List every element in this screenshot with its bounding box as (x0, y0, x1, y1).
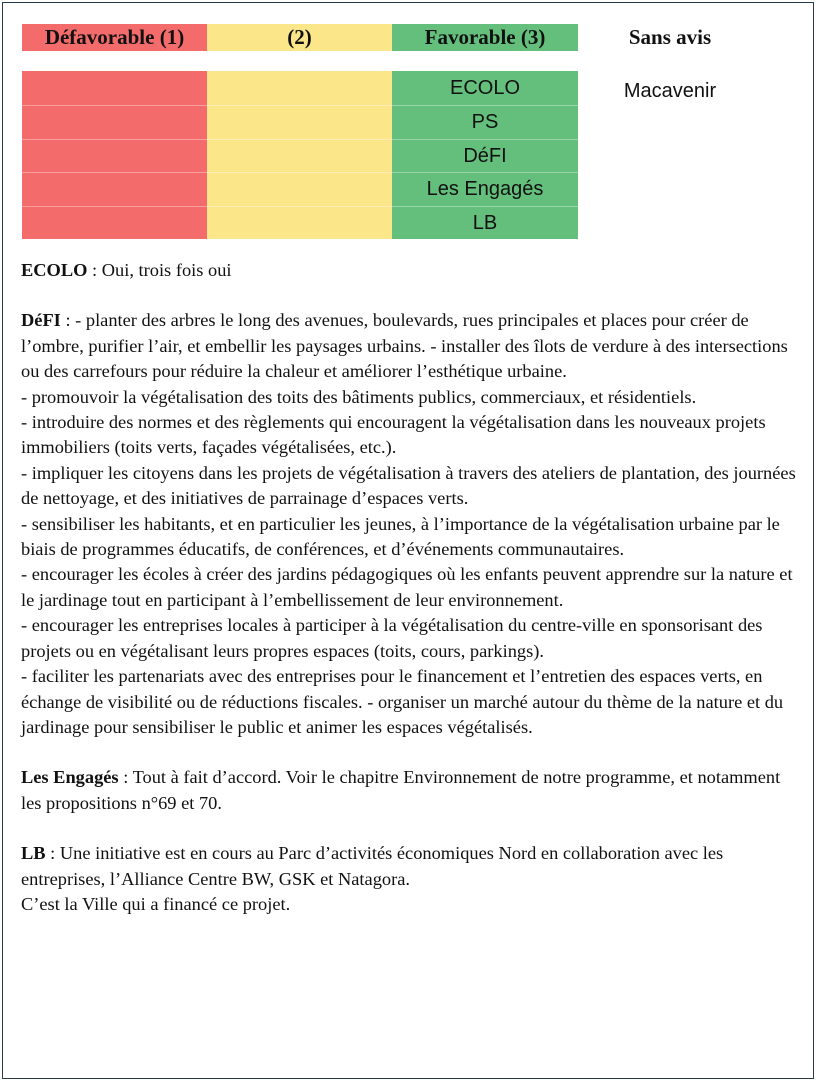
response-lb (21, 841, 801, 892)
party-name: DéFI (21, 310, 61, 331)
response-text: : Oui, trois fois oui (87, 260, 232, 280)
header-neutral: (2) (207, 24, 392, 51)
response-text: : Une initiative est en cours au Parc d’activités économiques Nord en collaboration avec les entreprises, l’Alliance Centre BW, GSK et Natagora. (21, 843, 724, 889)
response-defi (21, 308, 801, 384)
column-defavorable (22, 71, 207, 239)
response-text: : - planter des arbres le long des avenues, boulevards, rues principales et places pour créer de l’ombre, purifier l’air, et embellir les paysages urbains. - installer des îlots de verdure à des intersections ou des carrefours pour réduire la chaleur et améliorer l’esthétique urbaine. (21, 310, 788, 382)
response-lb-continued: C’est la Ville qui a financé ce projet. (21, 893, 291, 914)
defi-point: - impliquer les citoyens dans les projets de végétalisation à travers des ateliers de plantation, des journées de nettoyage, et des initiatives de parrainage d’espaces verts. (21, 462, 796, 509)
favorable-item-ecolo: ECOLO (449, 76, 521, 99)
defi-point: - introduire des normes et des règlements qui encouragent la végétalisation dans les nouveaux projets immobiliers (toits verts, façades végétalisées, etc.). (21, 412, 766, 458)
favorable-item-lb: LB (472, 211, 498, 234)
response-text: : Tout à fait d’accord. Voir le chapitre Environnement de notre programme, et notamment les propositions n°69 et 70. (21, 767, 781, 813)
defi-point: - faciliter les partenariats avec des entreprises pour le financement et l’entretien des espaces verts, en échange de visibilité ou de réductions fiscales. - organiser un marché autour du thème de la nature et du jardinage pour sensibiliser le public et animer les espaces végétalisés. (21, 666, 784, 737)
party-name: LB (21, 843, 46, 864)
header-defavorable: Défavorable (1) (22, 24, 207, 51)
party-name: Les Engagés (21, 767, 119, 788)
defi-point: - encourager les entreprises locales à participer à la végétalisation du centre-ville en sponsorisant des projets ou en végétalisant leurs propres espaces (toits, cours, parkings). (21, 615, 763, 661)
column-neutral (207, 71, 392, 239)
header-favorable: Favorable (3) (392, 24, 578, 51)
favorable-item-ps: PS (471, 110, 499, 133)
defi-point: - promouvoir la végétalisation des toits des bâtiments publics, commerciaux, et résidentiels. (21, 386, 697, 407)
favorable-item-les-engages: Les Engagés (426, 177, 544, 200)
favorable-item-defi: DéFI (463, 144, 507, 167)
header-sans-avis: Sans avis (628, 25, 712, 49)
defi-point: - encourager les écoles à créer des jardins pédagogiques où les enfants peuvent apprendre sur la nature et le jardinage tout en participant à l’embellissement de leur environnement. (21, 564, 793, 610)
sans-avis-item-macavenir: Macavenir (623, 80, 717, 102)
party-name: ECOLO (21, 260, 88, 280)
defi-point: - sensibiliser les habitants, et en particulier les jeunes, à l’importance de la végétalisation urbaine par le biais de programmes éducatifs, de conférences, et d’événements communautaires. (21, 513, 780, 560)
response-les-engages (21, 765, 801, 816)
response-ecolo (21, 258, 801, 283)
responses-body (21, 258, 801, 917)
